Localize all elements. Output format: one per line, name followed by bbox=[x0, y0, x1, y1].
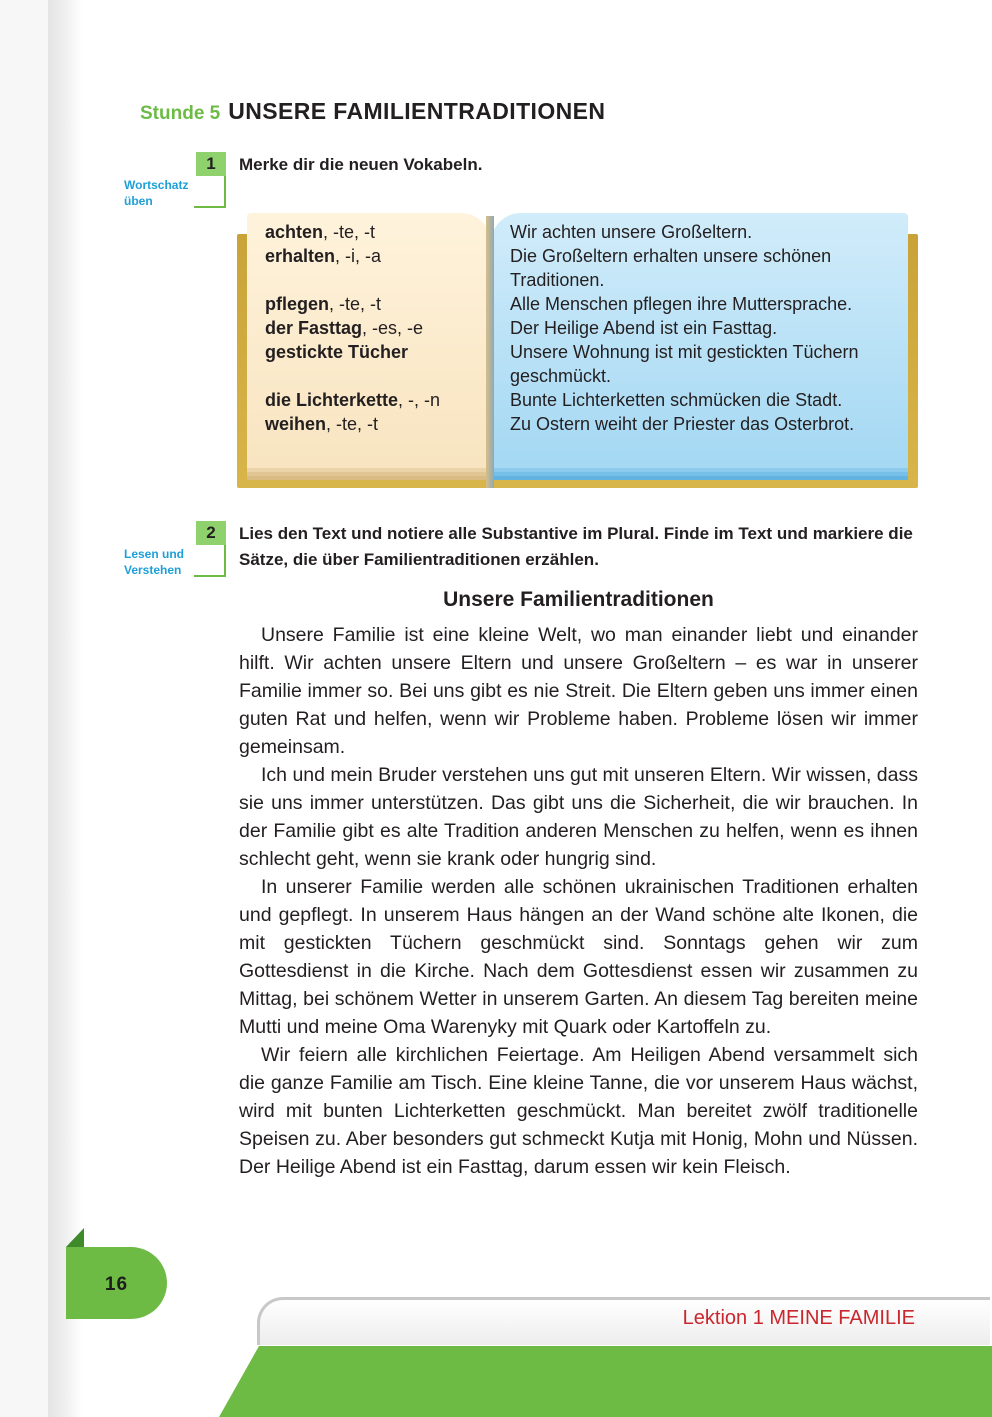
vocab-forms: , -te, -t bbox=[323, 222, 376, 242]
vocab-forms: , -es, -e bbox=[362, 318, 424, 338]
task-number: 2 bbox=[196, 521, 226, 545]
paragraph: Ich und mein Bruder verstehen uns gut mit unseren Eltern. Wir wissen, dass sie uns immer unterstützen. Das gibt uns die Sicherheit, die wir brauchen. In der Familie gibt es alte Tradition anderen Menschen zu helfen, wenn es ihnen schlecht geht, wenn sie krank oder hungrig sind. bbox=[239, 764, 918, 870]
example-sentence: Der Heilige Abend ist ein Fasttag. bbox=[510, 318, 778, 338]
vocab-entry bbox=[265, 340, 485, 364]
reading-title: Unsere Familientraditionen bbox=[443, 588, 714, 611]
task-caption-line: Verstehen bbox=[124, 563, 182, 577]
vocab-entry bbox=[265, 244, 485, 268]
vocabulary-list bbox=[265, 220, 485, 436]
book-spine bbox=[486, 216, 494, 488]
reading-text bbox=[239, 621, 918, 1181]
vocab-word: erhalten bbox=[265, 246, 336, 266]
vocab-word: achten bbox=[265, 222, 324, 242]
task-2-instruction: Lies den Text und notiere alle Substantive im Plural. Finde im Text und markiere die Sätze, die über Familientraditionen erzählen. bbox=[239, 524, 913, 569]
binding-shadow bbox=[48, 0, 82, 1417]
paragraph: Unsere Familie ist eine kleine Welt, wo man einander liebt und einander hilft. Wir achten unsere Eltern und unsere Großeltern – es war in unserer Familie immer so. Bei uns gibt es nie Streit. Die Eltern geben uns immer einen guten Rat und helfen, wenn wir Probleme haben. Probleme lösen wir immer gemeinsam. bbox=[239, 624, 918, 758]
vocab-entry bbox=[265, 292, 485, 316]
lesson-label: Stunde 5 bbox=[140, 103, 221, 124]
task-caption bbox=[124, 177, 204, 209]
example-sentence: Bunte Lichterketten schmücken die Stadt. bbox=[510, 390, 843, 410]
footer-banner bbox=[257, 1297, 990, 1345]
task-caption-line: üben bbox=[124, 194, 153, 208]
paragraph: Wir feiern alle kirchlichen Feiertage. Am Heiligen Abend versammelt sich die ganze Familie am Tisch. Eine kleine Tanne, die vor unserem Haus wächst, wird mit bunten Lichterketten geschmückt. Man bereitet zwölf traditionelle Speisen zu. Aber besonders gut schmeckt Kutja mit Honig, Mohn und Nüssen. Der Heilige Abend ist ein Fasttag, darum essen wir kein Fleisch. bbox=[239, 1044, 918, 1178]
vocab-entry bbox=[265, 364, 485, 388]
page-number: 16 bbox=[104, 1274, 129, 1295]
vocab-entry bbox=[265, 316, 485, 340]
example-sentence: Die Großeltern erhalten unsere schönen Traditionen. bbox=[510, 246, 832, 290]
example-sentence: Unsere Wohnung ist mit gestickten Tüchern geschmückt. bbox=[510, 342, 859, 386]
footer-band bbox=[219, 1346, 992, 1417]
paragraph: In unserer Familie werden alle schönen ukrainischen Traditionen erhalten und gepflegt. In unserem Haus hängen an der Wand schöne alte Ikonen, die mit gestickten Tüchern geschmückt sind. Sonntags gehen wir zum Gottesdienst in die Kirche. Nach dem Gottesdienst essen wir zusammen zu Mittag, bei schönem Wetter in unserem Garten. An diesem Tag bereiten meine Mutti und meine Oma Warenyky mit Quark oder Kartoffeln zu. bbox=[239, 876, 918, 1038]
vocab-word: die Lichterkette bbox=[265, 390, 399, 410]
vocab-forms: , -, -n bbox=[398, 390, 441, 410]
task-1-instruction: Merke dir die neuen Vokabeln. bbox=[239, 155, 483, 174]
lesson-heading bbox=[140, 98, 605, 125]
vocabulary-book bbox=[237, 210, 918, 488]
task-caption-line: Lesen und bbox=[124, 547, 185, 561]
task-caption bbox=[124, 546, 204, 578]
binding-strip bbox=[0, 0, 48, 1417]
chapter-label: Lektion 1 MEINE FAMILIE bbox=[682, 1307, 915, 1329]
vocab-word: weihen bbox=[265, 414, 327, 434]
vocab-forms: , -te, -t bbox=[329, 294, 382, 314]
vocab-word: der Fasttag bbox=[265, 318, 363, 338]
vocab-word: gestickte Tücher bbox=[265, 342, 409, 362]
task-number: 1 bbox=[196, 152, 226, 176]
vocab-word: pflegen bbox=[265, 294, 330, 314]
example-sentences bbox=[510, 220, 905, 436]
vocab-forms: , -i, -a bbox=[335, 246, 382, 266]
example-sentence: Alle Menschen pflegen ihre Muttersprache. bbox=[510, 294, 853, 314]
example-sentence: Zu Ostern weiht der Priester das Osterbrot. bbox=[510, 414, 855, 434]
vocab-entry bbox=[265, 268, 485, 292]
vocab-entry bbox=[265, 220, 485, 244]
page-title: UNSERE FAMILIENTRADITIONEN bbox=[228, 98, 606, 124]
page-tab-fold bbox=[66, 1228, 84, 1247]
vocab-entry bbox=[265, 412, 485, 436]
vocab-entry bbox=[265, 388, 485, 412]
example-sentence: Wir achten unsere Großeltern. bbox=[510, 222, 753, 242]
page-number-tab bbox=[66, 1247, 167, 1319]
task-caption-line: Wortschatz bbox=[124, 178, 189, 192]
vocab-forms: , -te, -t bbox=[326, 414, 379, 434]
